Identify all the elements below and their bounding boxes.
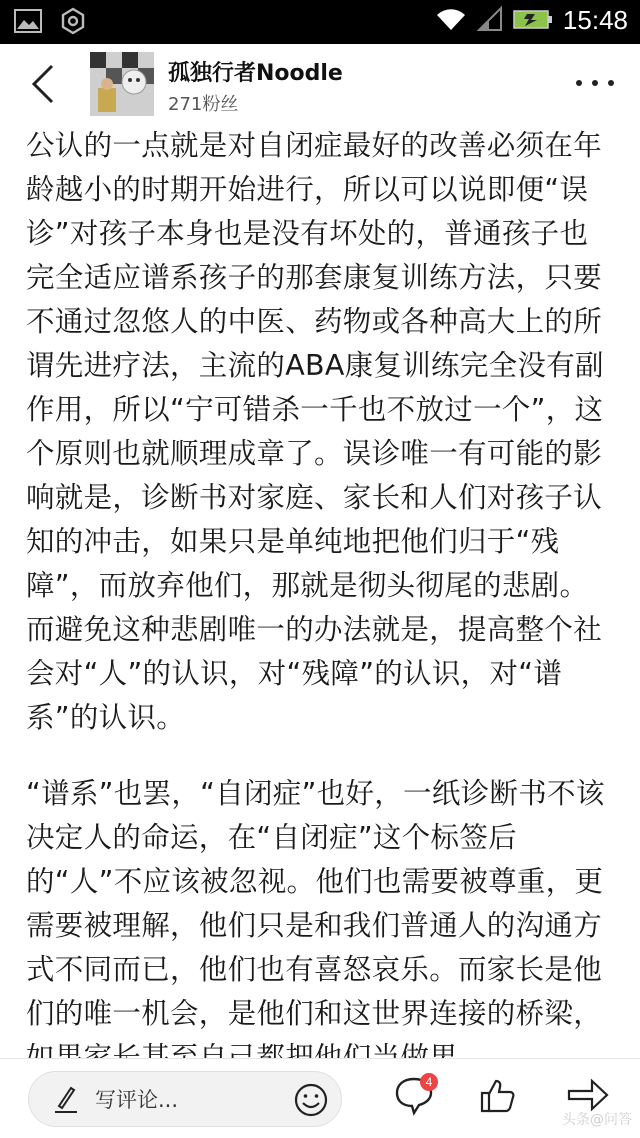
fans-count: 271粉丝 (168, 94, 239, 115)
bottom-action-bar (0, 1058, 640, 1138)
article-header (0, 44, 640, 122)
status-bar (0, 0, 640, 44)
article-paragraph: 公认的一点就是对自闭症最好的改善必须在年龄越小的时期开始进行，所以可以说即便“误诊”对孩子本身也是没有坏处的，普通孩子也完全适应谱系孩子的那套康复训练方法，只要不通过忽悠人的中医、药物或各种高大上的所谓先进疗法，主流的ABA康复训练完全没有副作用，所以“宁可错杀一千也不放过一个”，这个原则也就顺理成章了。误诊唯一有可能的影响就是，诊断书对家庭、家长和人们对孩子认知的冲击，如果只是单纯地把他们归于“残障”，而放弃他们，那就是彻头彻尾的悲剧。而避免这种悲剧唯一的办法就是，提高整个社会对“人”的认识，对“残障”的认识，对“谱系”的认识。 (26, 129, 604, 734)
status-time: 15:48 (562, 5, 628, 35)
more-dot-icon (608, 80, 614, 86)
more-dot-icon (576, 80, 582, 86)
author-name[interactable]: 孤独行者Noodle (168, 61, 343, 86)
comment-count-badge: 4 (420, 1073, 438, 1091)
signal-icon (477, 6, 503, 36)
comment-placeholder: 写评论... (95, 1088, 179, 1112)
more-dot-icon (592, 80, 598, 86)
image-icon (14, 9, 42, 37)
battery-icon (513, 6, 553, 36)
article-paragraph: “谱系”也罢，“自闭症”也好，一纸诊断书不该决定人的命运，在“自闭症”这个标签后的“人”不应该被忽视。他们也需要被尊重，更需要被理解，他们只是和我们普通人的沟通方式不同而已，他们也有喜怒哀乐。而家长是他们的唯一机会，是他们和这世界连接的桥梁， (26, 777, 605, 1030)
pen-icon (53, 1084, 79, 1118)
avatar[interactable] (90, 52, 154, 116)
wifi-icon (435, 6, 467, 36)
watermark: 头条@问答 (562, 1112, 632, 1128)
back-button[interactable] (26, 62, 60, 106)
article-body (26, 124, 616, 1054)
settings-cog-icon (60, 8, 86, 38)
emoji-icon[interactable] (293, 1082, 329, 1122)
more-options-button[interactable] (576, 80, 614, 86)
comment-input[interactable] (28, 1071, 342, 1127)
like-icon[interactable] (478, 1077, 516, 1119)
